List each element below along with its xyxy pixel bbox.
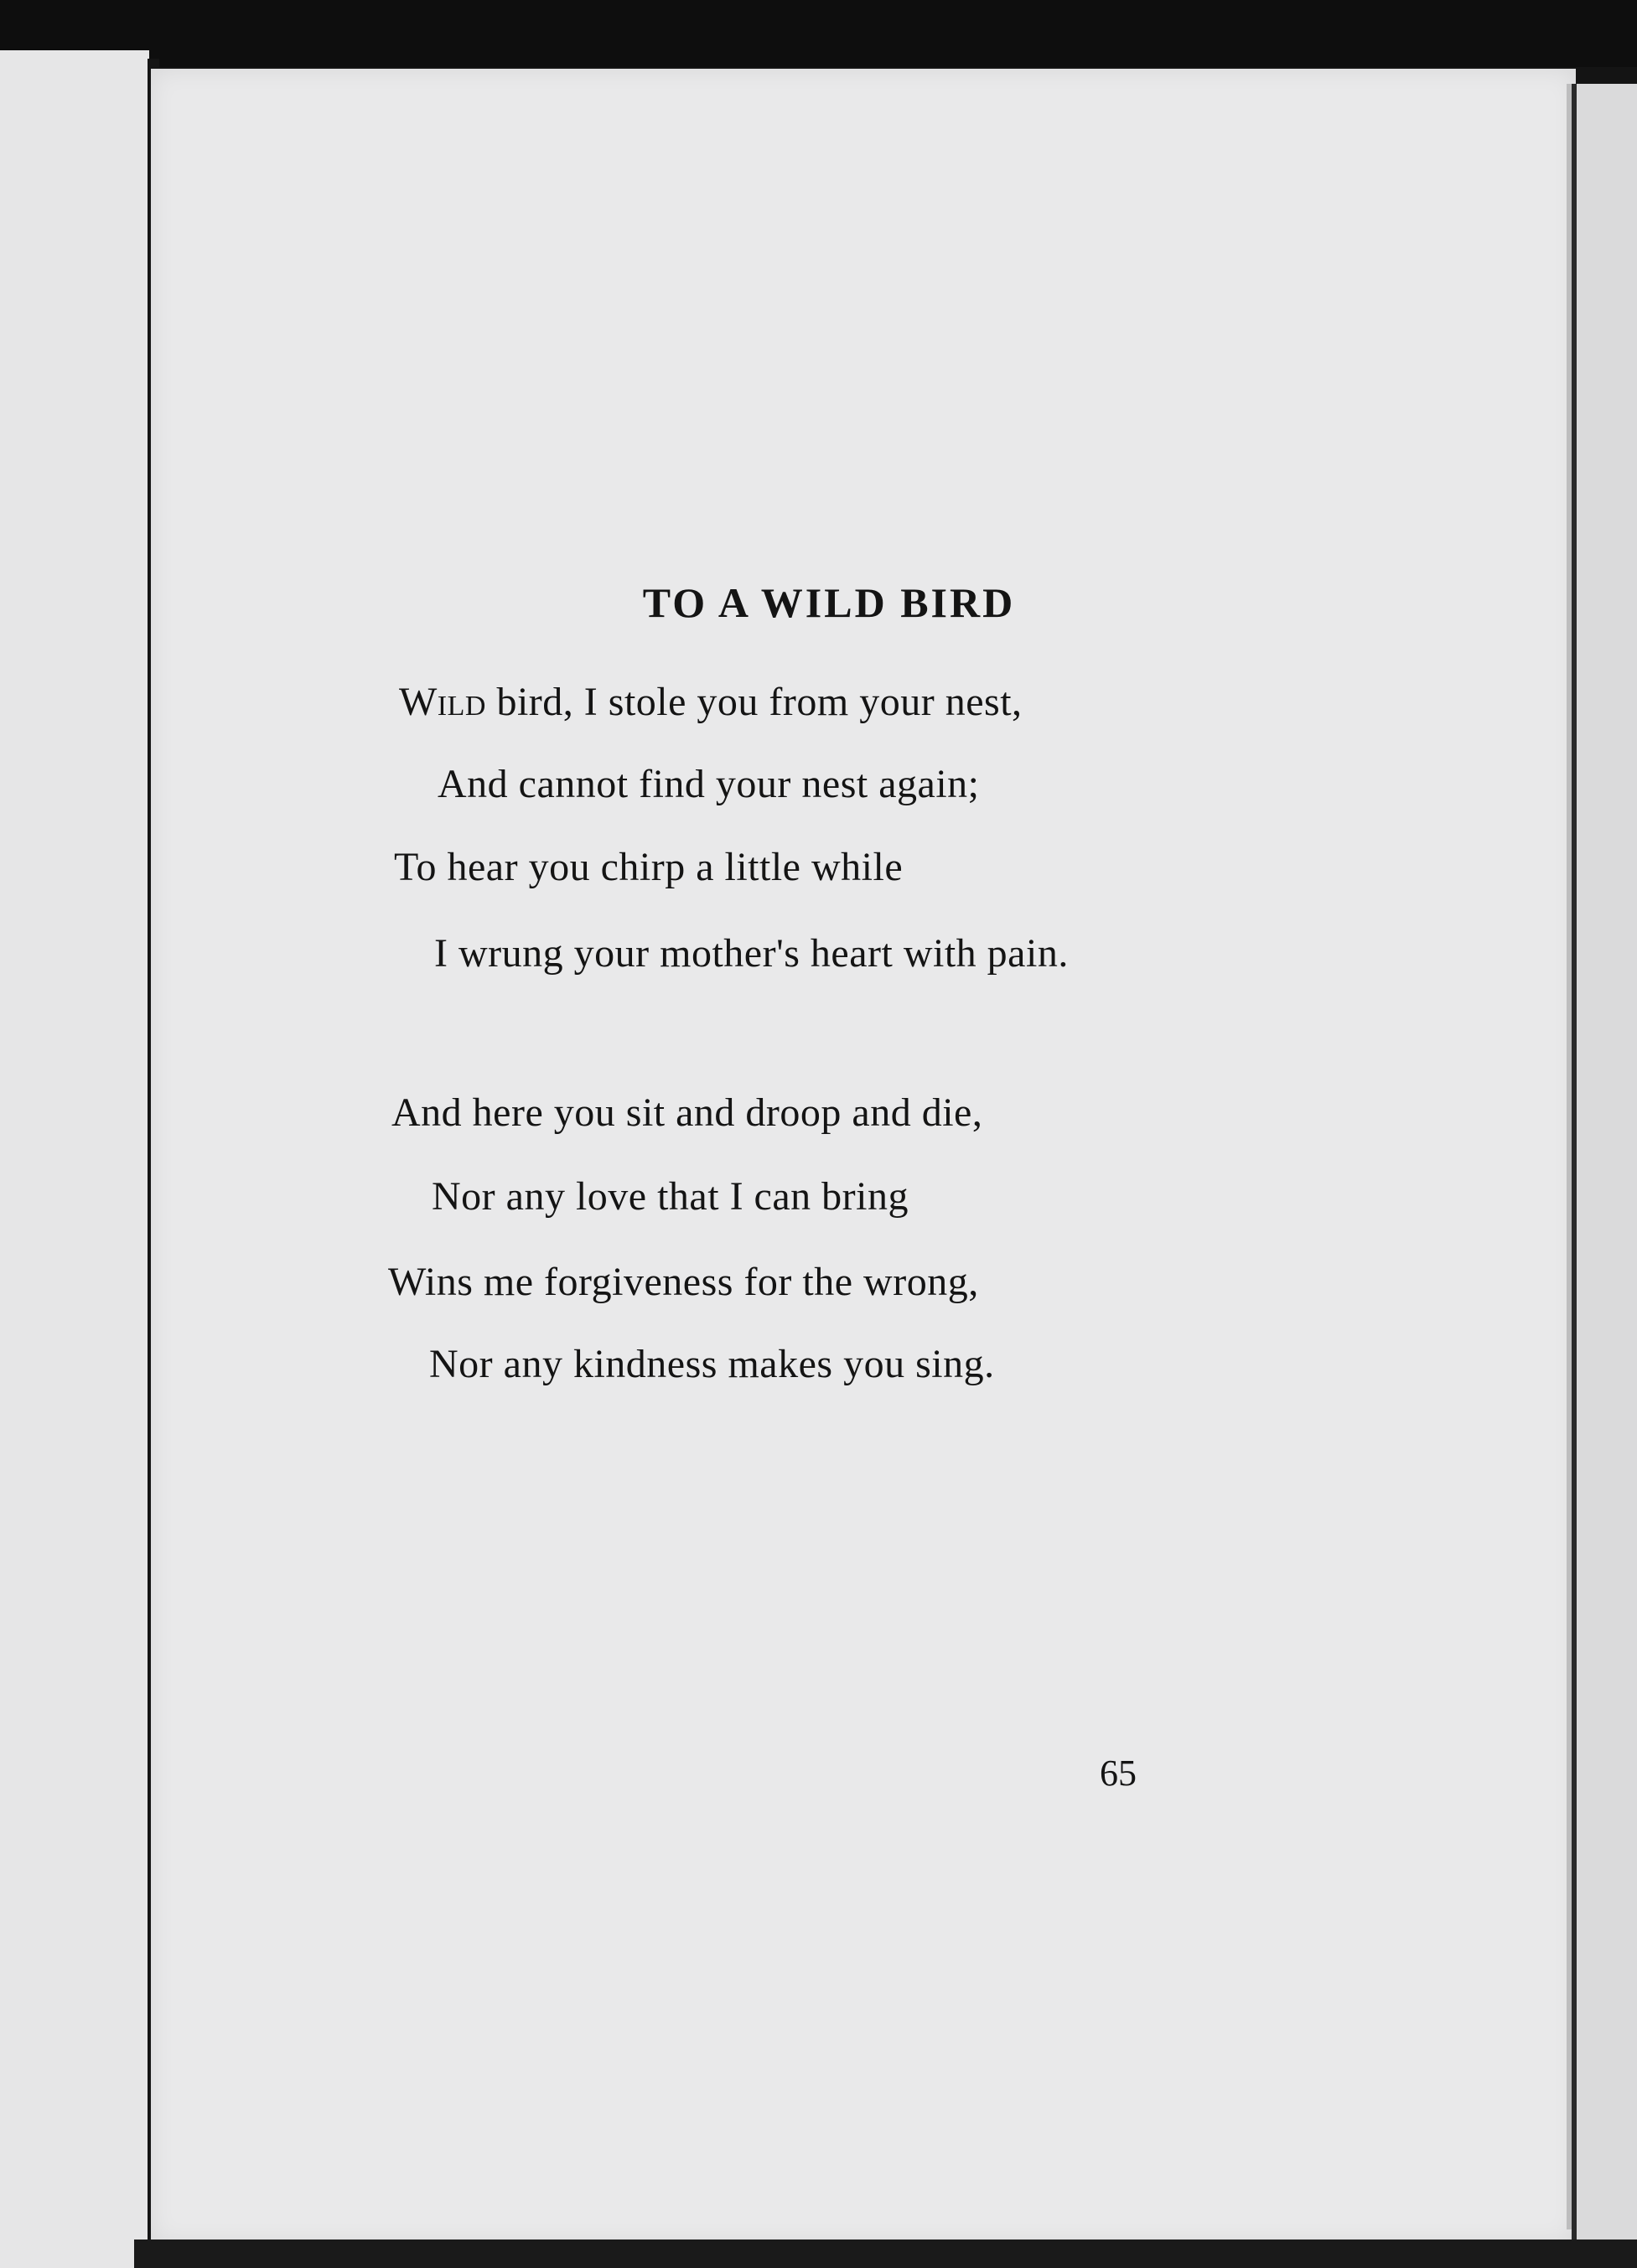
page-number: 65 xyxy=(1100,1753,1137,1794)
poem-line: Nor any kindness makes you sing. xyxy=(429,1342,995,1386)
poem-line xyxy=(399,679,1023,725)
poem-line-text: bird, I stole you from your nest, xyxy=(485,680,1023,724)
poem-line: And here you sit and droop and die, xyxy=(391,1090,983,1135)
scan-top-edge xyxy=(0,0,1637,67)
poem-line: And cannot find your nest again; xyxy=(438,762,980,806)
poem-line: I wrung your mother's heart with pain. xyxy=(434,931,1069,976)
drop-word: Wild xyxy=(399,680,486,724)
poem-line: To hear you chirp a little while xyxy=(394,845,904,889)
page-sheet xyxy=(151,69,1576,2244)
poem-title: TO A WILD BIRD xyxy=(642,579,1016,626)
poem-line: Nor any love that I can bring xyxy=(432,1174,909,1219)
left-page-leaf xyxy=(0,50,149,2268)
right-page-edges xyxy=(1572,84,1637,2268)
scan-bottom-edge xyxy=(134,2240,1637,2268)
poem-line: Wins me forgiveness for the wrong, xyxy=(388,1260,979,1304)
